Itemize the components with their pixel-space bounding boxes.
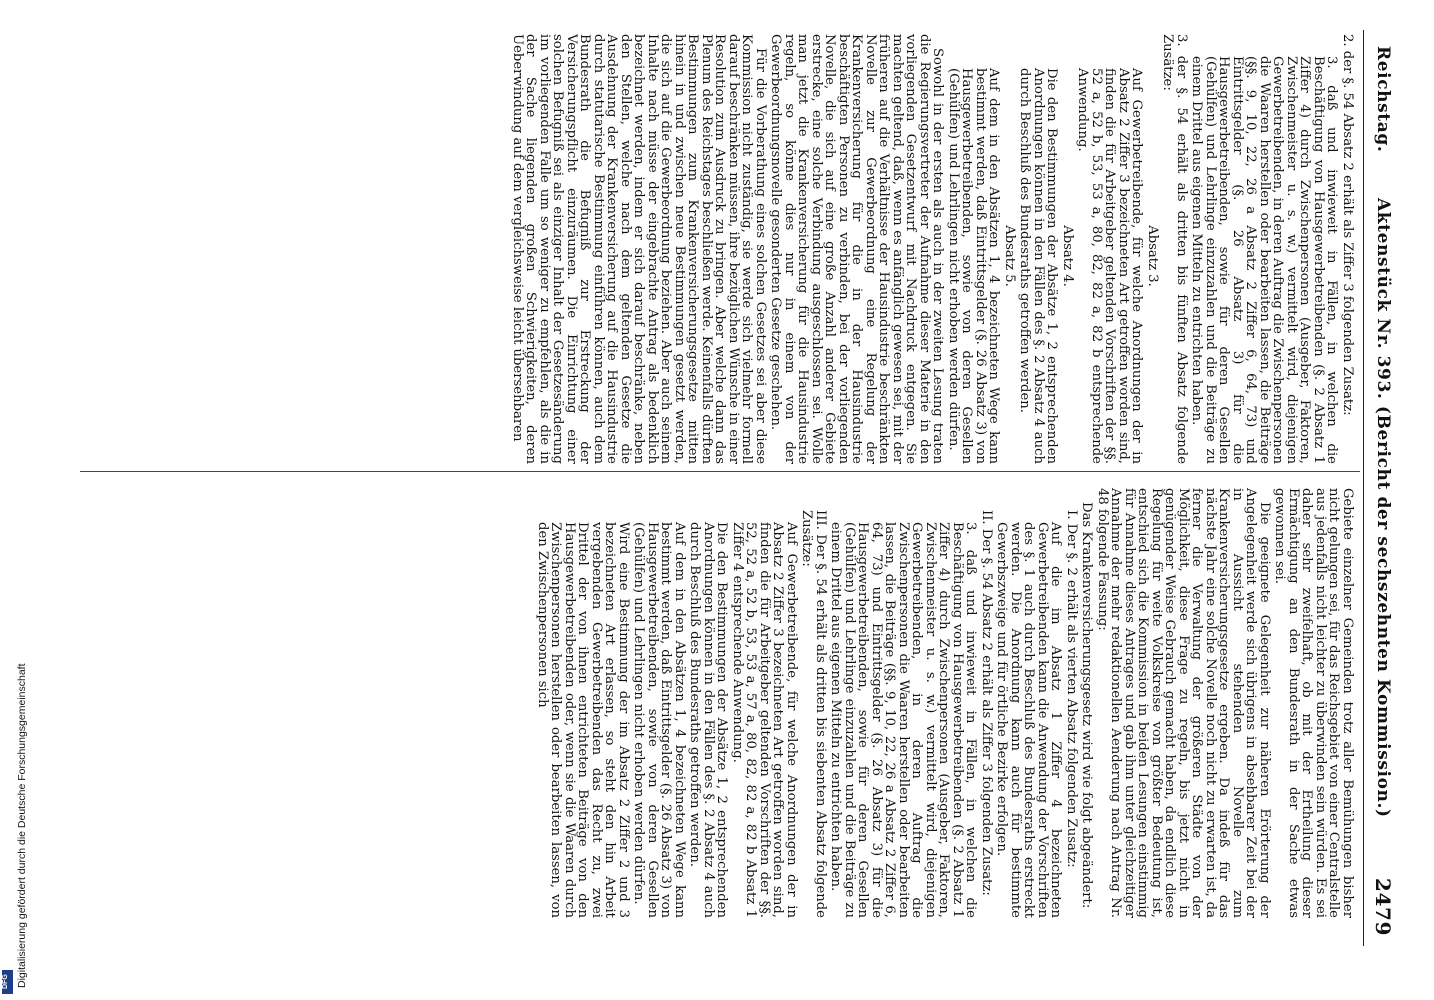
paragraph: Auf dem in den Absätzen 1, 4 bezeichneten Wege kann bestimmt werden, daß Eintrittsgelder (§. 26 Absatz 3) von Hausgewerbetreibenden, sowie von deren Gesellen (Gehülfen) und Lehrlingen nicht erhoben werden dürfen. — [631, 522, 687, 918]
header-title: Aktenstück Nr. 393. (Bericht der sechszehnten Kommission.) — [1373, 198, 1393, 818]
column-divider — [80, 471, 1360, 472]
paragraph: Absatz 5. — [1002, 225, 1017, 287]
footer-credit: Digitalisierung gefördert durch die Deutsche Forschungsgemeinschaft — [16, 663, 28, 988]
dfg-logo: DFG — [2, 970, 13, 994]
paragraph: Die den Bestimmungen der Absätze 1, 2 entsprechenden Anordnungen können in den Fällen des §. 2 Absatz 4 auch durch Beschluß des Bundesraths getroffen werden. — [687, 522, 730, 918]
paragraph: Die geeignete Gelegenheit zur näheren Erörterung der Angelegenheit werde sich übrigens in absehbarer Zeit bei der in Aussicht stehenden Novelle zum Krankenversicherungsgesetze ergeben. Da indeß für das nächste Jahr eine solche Novelle noch nicht zu erwarten ist, da ferner die Verwaltung der größeren Städte von der Möglichkeit, diese Frage zu regeln, bis jetzt nicht in genügender Weise Gebrauch gemacht haben, da endlich diese Regelung für weite Volkskreise von größter Bedeutung ist, entschied sich die Kommission in beiden Lesungen einstimmig für Annahme dieses Antrages und gab ihm unter gleichzeitiger Annahme der mehr redaktionellen Aenderung nach Antrag Nr. 48 folgende Fassung: — [1095, 488, 1272, 918]
rotated-content — [70, 18, 1400, 958]
paragraph: Für die Vorberathung eines solchen Gesetzes sei aber diese Kommission nicht zuständig, sie werde sich vielmehr formell darauf beschränken müssen, ihre bezüglichen Wünsche in einer Resolution zum Ausdruck zu bringen. Aber welche dann das Plenum des Reichstages beschließen werde. Keinenfalls dürften Bestimmungen zum Krankenversicherungsgesetze mitten hinein in und zwischen neue Bestimmungen gesetzt werden, die sich auf die Gewerbeordnung beziehen. Aber auch seinem Inhalte nach müsse der eingebrachte Antrag als bedenklich bezeichnet werden, indem er sich darauf beschränke, neben den Stellen, welche nach dem geltenden Gesetze die Ausdehnung der Krankenversicherung auf die Hausindustrie durch statutarische Bestimmung einführen können, auch dem Bundesrath die Befugniß zur Erstreckung der Versicherungspflicht einzuräumen. Die Einrichtung einer solchen Befugniß sei als einziger Inhalt der Gesetzesänderung im vorliegenden Falle um so weniger zu empfehlen, als die in der Sache liegenden großen Schwierigkeiten, deren Ueberwindung auf dem vergleichsweise leicht übersehbaren — [510, 34, 768, 464]
paragraph: 3. daß und inwieweit in Fällen, in welchen die Beschäftigung von Hausgewerbetreibenden (§. 2 Absatz 1 Ziffer 4) durch Zwischenpersonen (Ausgeber, Faktoren, Zwischenmeister u. s. w.) vermittelt wird, diejenigen Gewerbetreibenden, in deren Auftrag die Zwischenpersonen die Waaren herstellen oder bearbeiten lassen, die Beiträge (§§. 9, 10, 22, 26 a Absatz 2 Ziffer 6, 64, 73) und Eintrittsgelder (§. 26 Absatz 3) für die Hausgewerbetreibenden, sowie für deren Gesellen (Gehülfen) und Lehrlinge einzuzahlen und die Beiträge zu einem Drittel aus eigenen Mitteln zu entrichten haben. — [1189, 56, 1340, 464]
paragraph: Auf die im Absatz 1 Ziffer 4 bezeichneten Gewerbetreibenden kann die Anwendung der Vorschriften des §. 1 auch durch Beschluß des Bundesraths erstreckt werden. Die Anordnung kann auch für bestimmte Gewerbszweige und für örtliche Bezirke erfolgen. — [994, 522, 1064, 918]
paragraph: Das Krankenversicherungsgesetz wird wie folgt abgeändert: — [1079, 502, 1095, 909]
paragraph: II. Der §. 54 Absatz 2 erhält als Ziffer 3 folgenden Zusatz: — [979, 510, 994, 896]
paragraph: Wird eine Bestimmung der im Absatz 2 Ziffer 2 und 3 bezeichneten Art erlassen, so steht den hin Arbeit vergebenden Gewerbetreibenden das Recht zu, zwei Drittel der von ihnen entrichteten Beiträge von den Hausgewerbetreibenden oder, wenn sie die Waaren durch Zwischenpersonen herstellen oder bearbeiten lassen, von den Zwischenpersonen sich — [535, 522, 631, 918]
paragraph: Auf Gewerbetreibende, für welche Anordnungen der in Absatz 2 Ziffer 3 bezeichneten Art getroffen worden sind, finden die für Arbeitgeber geltenden Vorschriften der §§. 52 a, 52 b, 53, 53 a, 80, 82, 82 a, 82 b entsprechende Anwendung. — [1075, 68, 1145, 464]
paragraph: Sowohl in der ersten als auch in der zweiten Lesung traten die Regierungsvertreter der Aufnahme dieser Materie in den vorliegenden Gesetzentwurf mit Nachdruck entgegen. Sie machten geltend, daß, wenn es anfänglich gewesen sei, mit der früheren auf die Verhältnisse der Hausindustrie beschränkten Novelle zur Gewerbeordnung eine Regelung der Krankenversicherung für die in der Hausindustrie beschäftigten Personen zu verbinden, bei der vorliegenden Novelle, die sich auf eine große Anzahl anderer Gebiete erstrecke, eine solche Verbindung ausgeschlossen sei. Wolle man jetzt die Krankenversicherung für die Hausindustrie regeln, so könne dies nur in einem von der Gewerbeordnungsnovelle gesonderten Gesetze geschehen. — [768, 34, 946, 464]
paragraph: 2. der §. 54 Absatz 2 erhält als Ziffer 3 folgenden Zusatz: — [1340, 34, 1355, 416]
paragraph: Absatz 4. — [1060, 225, 1075, 287]
page-number: 2479 — [1371, 877, 1395, 936]
page-header — [1366, 18, 1400, 958]
header-left: Reichstag. — [1373, 46, 1393, 153]
paragraph: Absatz 3. — [1145, 225, 1160, 287]
paragraph: I. Der §. 2 erhält als vierten Absatz folgenden Zusatz: — [1064, 510, 1079, 868]
paragraph: Die den Bestimmungen der Absätze 1, 2 entsprechenden Anordnungen können in den Fällen des §. 2 Absatz 4 auch durch Beschluß des Bundesraths getroffen werden. — [1017, 68, 1060, 464]
paragraph: III. Der §. 54 erhält als dritten bis siebenten Absatz folgende Zusätze: — [799, 510, 828, 918]
paragraph: Auf Gewerbetreibende, für welche Anordnungen der in Absatz 2 Ziffer 3 bezeichneten Art getroffen worden sind, finden die für Arbeitgeber geltenden Vorschriften der §§. 52, 52 a, 52 b, 53, 53 a, 57 a, 80, 82, 82 a, 82 b Absatz 1 Ziffer 4 entsprechende Anwendung. — [730, 522, 799, 918]
left-column — [509, 34, 1355, 464]
header-rule — [1363, 30, 1364, 946]
paragraph: 3. daß und inwieweit in Fällen, in welchen die Beschäftigung von Hausgewerbetreibenden (§. 2 Absatz 1 Ziffer 4) durch Zwischenpersonen (Ausgeber, Faktoren, Zwischenmeister u. s. w.) vermittelt wird, diejenigen Gewerbetreibenden, in deren Auftrag die Zwischenpersonen die Waaren herstellen oder bearbeiten lassen, die Beiträge (§§. 9, 10, 22, 26 a Absatz 2 Ziffer 6, 64, 73) und Eintrittsgelder (§. 26 Absatz 3) für die Hausgewerbetreibenden, sowie für deren Gesellen (Gehülfen) und Lehrlinge einzuzahlen und die Beiträge zu einem Drittel aus eigenen Mitteln zu entrichten haben. — [828, 522, 979, 918]
right-column — [534, 488, 1355, 918]
paragraph: 3. der §. 54 erhält als dritten bis fünften Absatz folgende Zusätze: — [1160, 34, 1189, 464]
footer — [2, 604, 28, 994]
paragraph: Gebiete einzelner Gemeinden trotz aller Bemühungen bisher nicht gelungen sei, für das Reichsgebiet von einer Centralstelle aus jedenfalls nicht leichter zu überwinden sein würden. Es sei daher sehr zweifelhaft, ob mit der Ertheilung dieser Ermächtigung an den Bundesrath in der Sache etwas gewonnen sei. — [1272, 488, 1355, 918]
paragraph: Auf dem in den Absätzen 1, 4 bezeichneten Wege kann bestimmt werden, daß Eintrittsgelder (§. 26 Absatz 3) von Hausgewerbetreibenden, sowie von deren Gesellen (Gehülfen) und Lehrlingen nicht erhoben werden dürfen. — [946, 68, 1002, 464]
